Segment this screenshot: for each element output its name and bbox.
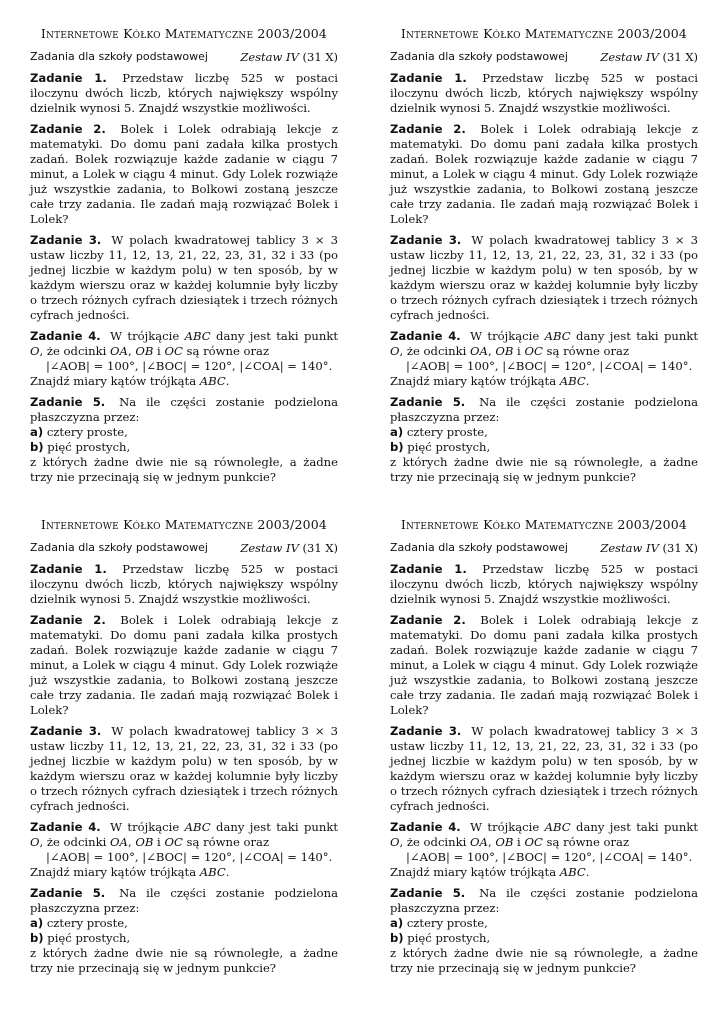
task-text: Przedstaw liczbę 525 w postaci iloczynu dwóch liczb, których największy wspólny dzielnik wynosi 5. Znajdź wszystkie możliwości.: [390, 71, 698, 116]
task-1: [30, 71, 338, 116]
task-4: [390, 329, 698, 389]
task-text: W polach kwadratowej tablicy 3 × 3 ustaw liczby 11, 12, 13, 21, 22, 23, 31, 32 i 33 (po jednej liczbie w każdym polu) w ten sposób, by w każdym wierszu oraz w każdej kolumnie były liczby o trzech różnych cyfrach dziesiątek i trzech różnych cyfrach jedności.: [30, 232, 339, 323]
sheet-copy-bottom-right: [390, 517, 698, 982]
t4-intro-3: , że odcinki: [399, 344, 467, 359]
t4-outro-2: .: [225, 865, 230, 880]
item-a: [30, 916, 338, 931]
item-b-text: pięć prostych,: [47, 440, 131, 455]
task-2: [30, 613, 338, 719]
t4-sep-1: ,: [487, 344, 492, 359]
t4-outro-1: Znajdź miary kątów trójkąta: [30, 374, 197, 389]
t4-seg-3: OC: [524, 835, 543, 850]
task-label: Zadanie 3.: [30, 723, 102, 738]
t4-intro-4: są równe oraz: [546, 344, 630, 359]
task-4: [30, 820, 338, 880]
t4-outro-2: .: [585, 374, 590, 389]
t4-triangle: ABC: [544, 820, 571, 834]
item-b-mark: b): [390, 440, 404, 455]
task-text: Przedstaw liczbę 525 w postaci iloczynu dwóch liczb, których największy wspólny dzielnik wynosi 5. Znajdź wszystkie możliwości.: [390, 562, 698, 607]
t4-outro: [390, 374, 589, 388]
task-text: W polach kwadratowej tablicy 3 × 3 ustaw liczby 11, 12, 13, 21, 22, 23, 31, 32 i 33 (po jednej liczbie w każdym polu) w ten sposób, by w każdym wierszu oraz w każdej kolumnie były liczby o trzech różnych cyfrach dziesiątek i trzech różnych cyfrach jedności.: [390, 232, 699, 323]
task-label: Zadanie 5.: [390, 885, 466, 900]
t4-outro-triangle: ABC: [559, 865, 586, 880]
task-label: Zadanie 2.: [30, 612, 106, 627]
task-label: Zadanie 4.: [30, 329, 101, 343]
task-label: Zadanie 1.: [30, 71, 107, 85]
task-4: [30, 329, 338, 389]
item-b: [30, 931, 338, 946]
item-b-text: pięć prostych,: [47, 931, 131, 946]
set-info: [240, 541, 338, 555]
t4-conj: i: [517, 835, 521, 850]
t4-seg-1: OA: [110, 835, 128, 850]
item-b-mark: b): [30, 931, 44, 946]
t4-intro-3: , że odcinki: [39, 344, 107, 359]
task-2: [30, 122, 338, 228]
t5-outro: z których żadne dwie nie są równoległe, a żadne trzy nie przecinają się w jednym punkcie?: [30, 455, 338, 485]
t5-outro: z których żadne dwie nie są równoległe, a żadne trzy nie przecinają się w jednym punkcie?: [30, 946, 338, 976]
set-info: [240, 50, 338, 64]
task-text: Bolek i Lolek odrabiają lekcje z matematyki. Do domu pani zadała kilka prostych zadań. Bolek rozwiązuje każde zadanie w ciągu 7 minut, a Lolek w ciągu 4 minut. Gdy Lolek rozwiąże już wszystkie zadania, to Bolkowi zostaną jeszcze całe trzy zadania. Ile zadań mają rozwiązać Bolek i Lolek?: [30, 121, 338, 227]
sheet-header: Internetowe Kółko Matematyczne 2003/2004: [400, 517, 688, 532]
task-label: Zadanie 4.: [390, 329, 461, 343]
item-b-mark: b): [390, 931, 404, 946]
school-level: Zadania dla szkoły podstawowej: [390, 50, 568, 63]
set-code: (31 X): [662, 541, 698, 555]
sheet-copy-bottom-left: [30, 517, 338, 982]
t4-intro-4: są równe oraz: [186, 344, 270, 359]
task-2: [390, 613, 698, 719]
sheet-header: Internetowe Kółko Matematyczne 2003/2004: [400, 26, 688, 41]
task-text: Przedstaw liczbę 525 w postaci iloczynu dwóch liczb, których największy wspólny dzielnik wynosi 5. Znajdź wszystkie możliwości.: [30, 71, 338, 116]
task-1: [390, 71, 698, 116]
sheet-subheader: [390, 541, 698, 555]
item-a: [390, 425, 698, 440]
set-code: (31 X): [662, 50, 698, 64]
t4-intro-1: W trójkącie: [110, 820, 180, 834]
task-5: [30, 886, 338, 977]
set-code: (31 X): [302, 50, 338, 64]
set-word: Zestaw IV: [240, 541, 299, 555]
task-label: Zadanie 2.: [390, 612, 466, 627]
t4-seg-2: OB: [495, 835, 514, 850]
t4-conj: i: [517, 344, 521, 359]
t4-outro: [30, 374, 229, 388]
task-text: Na ile części zostanie podzielona płaszczyzna przez:: [30, 394, 339, 424]
t5-outro: z których żadne dwie nie są równoległe, a żadne trzy nie przecinają się w jednym punkcie?: [390, 946, 698, 976]
item-a-mark: a): [390, 916, 404, 931]
task-text: W polach kwadratowej tablicy 3 × 3 ustaw liczby 11, 12, 13, 21, 22, 23, 31, 32 i 33 (po jednej liczbie w każdym polu) w ten sposób, by w każdym wierszu oraz w każdej kolumnie były liczby o trzech różnych cyfrach dziesiątek i trzech różnych cyfrach jedności.: [30, 723, 339, 814]
task-5: [30, 395, 338, 486]
angle-formula: |∠AOB| = 100°, |∠BOC| = 120°, |∠COA| = 140°.: [406, 850, 693, 865]
task-4: [390, 820, 698, 880]
task-label: Zadanie 2.: [30, 121, 106, 136]
sheet-subheader: [30, 541, 338, 555]
item-b: [390, 440, 698, 455]
item-b: [390, 931, 698, 946]
item-a-text: cztery proste,: [46, 425, 128, 440]
task-2: [390, 122, 698, 228]
t4-seg-1: OA: [470, 835, 488, 850]
task-label: Zadanie 1.: [390, 562, 467, 576]
task-text: Przedstaw liczbę 525 w postaci iloczynu dwóch liczb, których największy wspólny dzielnik wynosi 5. Znajdź wszystkie możliwości.: [30, 562, 338, 607]
t4-outro-2: .: [225, 374, 230, 389]
set-word: Zestaw IV: [600, 541, 659, 555]
set-word: Zestaw IV: [240, 50, 299, 64]
t4-outro-1: Znajdź miary kątów trójkąta: [390, 865, 557, 880]
item-a-mark: a): [30, 425, 44, 440]
angle-formula: |∠AOB| = 100°, |∠BOC| = 120°, |∠COA| = 140°.: [46, 359, 333, 374]
item-a-mark: a): [390, 425, 404, 440]
sheet-subheader: [30, 50, 338, 64]
task-label: Zadanie 3.: [390, 723, 462, 738]
task-3: [390, 233, 698, 324]
t4-intro-1: W trójkącie: [470, 329, 540, 343]
item-b-text: pięć prostych,: [407, 440, 491, 455]
item-b-mark: b): [30, 440, 44, 455]
task-label: Zadanie 1.: [30, 562, 107, 576]
task-text: Bolek i Lolek odrabiają lekcje z matematyki. Do domu pani zadała kilka prostych zadań. Bolek rozwiązuje każde zadanie w ciągu 7 minut, a Lolek w ciągu 4 minut. Gdy Lolek rozwiąże już wszystkie zadania, to Bolkowi zostaną jeszcze całe trzy zadania. Ile zadań mają rozwiązać Bolek i Lolek?: [30, 612, 338, 718]
t4-triangle: ABC: [184, 329, 211, 343]
t4-seg-1: OA: [470, 344, 488, 359]
t4-intro-2: dany jest taki punkt: [576, 329, 699, 343]
task-label: Zadanie 4.: [30, 820, 101, 834]
t4-triangle: ABC: [184, 820, 211, 834]
t4-outro-triangle: ABC: [559, 374, 586, 389]
set-code: (31 X): [302, 541, 338, 555]
t4-intro-3: , że odcinki: [399, 835, 467, 850]
task-label: Zadanie 5.: [390, 394, 466, 409]
task-text: Na ile części zostanie podzielona płaszczyzna przez:: [390, 885, 699, 915]
task-label: Zadanie 5.: [30, 394, 106, 409]
t4-outro: [30, 865, 229, 879]
task-label: Zadanie 2.: [390, 121, 466, 136]
t4-sep-1: ,: [127, 835, 132, 850]
t4-outro: [390, 865, 589, 879]
t4-seg-2: OB: [135, 344, 154, 359]
sheet-copy-top-left: [30, 26, 338, 491]
sheet-copy-top-right: [390, 26, 698, 491]
t4-conj: i: [157, 344, 161, 359]
t4-point: O: [30, 835, 40, 850]
task-1: [30, 562, 338, 607]
task-label: Zadanie 1.: [390, 71, 467, 85]
school-level: Zadania dla szkoły podstawowej: [390, 541, 568, 554]
t4-seg-1: OA: [110, 344, 128, 359]
task-1: [390, 562, 698, 607]
t4-intro-1: W trójkącie: [470, 820, 540, 834]
set-info: [600, 50, 698, 64]
item-a-text: cztery proste,: [46, 916, 128, 931]
t4-triangle: ABC: [544, 329, 571, 343]
t4-sep-1: ,: [487, 835, 492, 850]
t4-point: O: [30, 344, 40, 359]
t4-sep-1: ,: [127, 344, 132, 359]
t4-seg-2: OB: [495, 344, 514, 359]
t4-point: O: [390, 835, 400, 850]
item-a-mark: a): [30, 916, 44, 931]
t4-intro-2: dany jest taki punkt: [216, 329, 339, 343]
sheet-header: Internetowe Kółko Matematyczne 2003/2004: [40, 517, 328, 532]
item-a-text: cztery proste,: [406, 425, 488, 440]
t4-outro-1: Znajdź miary kątów trójkąta: [390, 374, 557, 389]
t4-seg-3: OC: [164, 344, 183, 359]
set-info: [600, 541, 698, 555]
school-level: Zadania dla szkoły podstawowej: [30, 541, 208, 554]
t4-outro-triangle: ABC: [199, 865, 226, 880]
t4-intro-2: dany jest taki punkt: [216, 820, 339, 834]
task-3: [30, 233, 338, 324]
t4-intro-1: W trójkącie: [110, 329, 180, 343]
t4-intro-4: są równe oraz: [186, 835, 270, 850]
t4-intro-4: są równe oraz: [546, 835, 630, 850]
t4-seg-3: OC: [524, 344, 543, 359]
task-text: Na ile części zostanie podzielona płaszczyzna przez:: [30, 885, 339, 915]
t4-point: O: [390, 344, 400, 359]
task-text: W polach kwadratowej tablicy 3 × 3 ustaw liczby 11, 12, 13, 21, 22, 23, 31, 32 i 33 (po jednej liczbie w każdym polu) w ten sposób, by w każdym wierszu oraz w każdej kolumnie były liczby o trzech różnych cyfrach dziesiątek i trzech różnych cyfrach jedności.: [390, 723, 699, 814]
angle-formula: |∠AOB| = 100°, |∠BOC| = 120°, |∠COA| = 140°.: [406, 359, 693, 374]
sheet-subheader: [390, 50, 698, 64]
t4-conj: i: [157, 835, 161, 850]
t4-seg-2: OB: [135, 835, 154, 850]
task-label: Zadanie 4.: [390, 820, 461, 834]
t5-outro: z których żadne dwie nie są równoległe, a żadne trzy nie przecinają się w jednym punkcie?: [390, 455, 698, 485]
t4-intro-2: dany jest taki punkt: [576, 820, 699, 834]
sheet-header: Internetowe Kółko Matematyczne 2003/2004: [40, 26, 328, 41]
school-level: Zadania dla szkoły podstawowej: [30, 50, 208, 63]
t4-outro-2: .: [585, 865, 590, 880]
task-5: [390, 395, 698, 486]
task-text: Bolek i Lolek odrabiają lekcje z matematyki. Do domu pani zadała kilka prostych zadań. Bolek rozwiązuje każde zadanie w ciągu 7 minut, a Lolek w ciągu 4 minut. Gdy Lolek rozwiąże już wszystkie zadania, to Bolkowi zostaną jeszcze całe trzy zadania. Ile zadań mają rozwiązać Bolek i Lolek?: [390, 612, 698, 718]
task-label: Zadanie 5.: [30, 885, 106, 900]
t4-outro-1: Znajdź miary kątów trójkąta: [30, 865, 197, 880]
t4-outro-triangle: ABC: [199, 374, 226, 389]
item-b-text: pięć prostych,: [407, 931, 491, 946]
task-text: Na ile części zostanie podzielona płaszczyzna przez:: [390, 394, 699, 424]
item-a: [30, 425, 338, 440]
task-3: [30, 724, 338, 815]
angle-formula: |∠AOB| = 100°, |∠BOC| = 120°, |∠COA| = 140°.: [46, 850, 333, 865]
t4-seg-3: OC: [164, 835, 183, 850]
item-b: [30, 440, 338, 455]
item-a-text: cztery proste,: [406, 916, 488, 931]
task-3: [390, 724, 698, 815]
task-5: [390, 886, 698, 977]
set-word: Zestaw IV: [600, 50, 659, 64]
task-label: Zadanie 3.: [390, 232, 462, 247]
item-a: [390, 916, 698, 931]
task-label: Zadanie 3.: [30, 232, 102, 247]
t4-intro-3: , że odcinki: [39, 835, 107, 850]
task-text: Bolek i Lolek odrabiają lekcje z matematyki. Do domu pani zadała kilka prostych zadań. Bolek rozwiązuje każde zadanie w ciągu 7 minut, a Lolek w ciągu 4 minut. Gdy Lolek rozwiąże już wszystkie zadania, to Bolkowi zostaną jeszcze całe trzy zadania. Ile zadań mają rozwiązać Bolek i Lolek?: [390, 121, 698, 227]
